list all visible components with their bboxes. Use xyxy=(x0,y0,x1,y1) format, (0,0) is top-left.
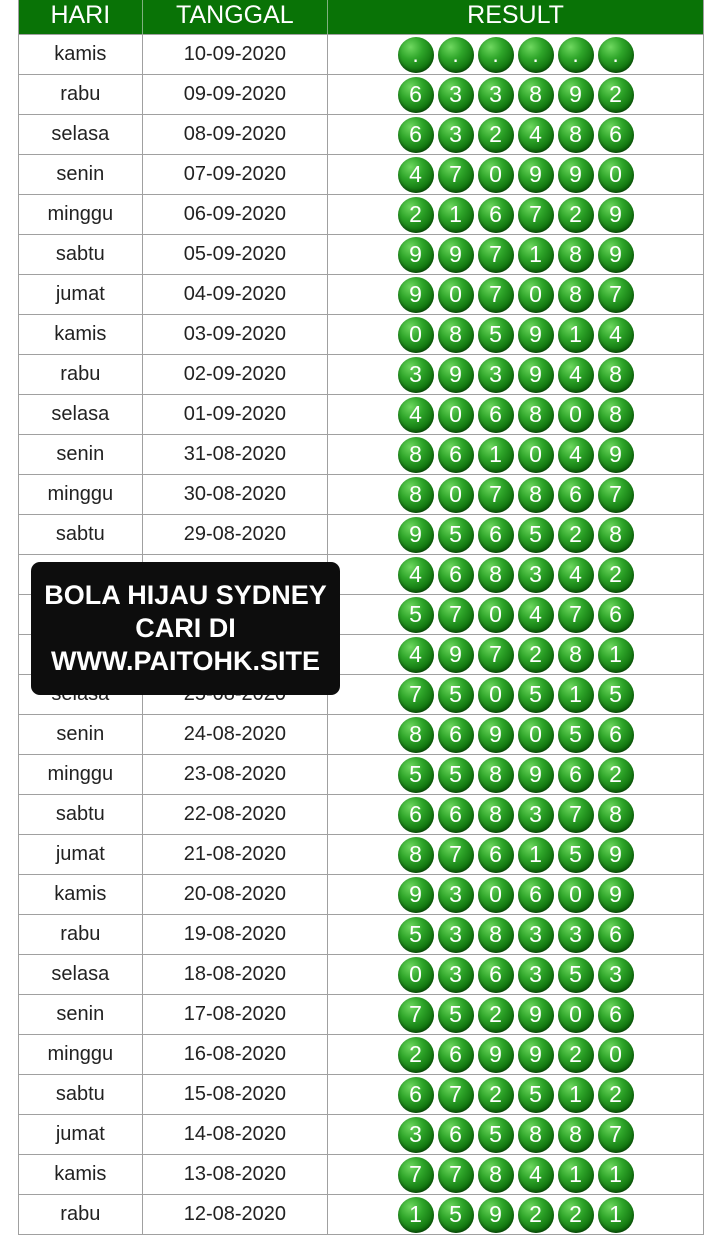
result-ball: 0 xyxy=(558,877,594,913)
result-ball: 6 xyxy=(558,757,594,793)
result-ball: 8 xyxy=(478,917,514,953)
result-ball: 3 xyxy=(518,917,554,953)
cell-hari: rabu xyxy=(19,355,143,394)
result-ball: 4 xyxy=(598,317,634,353)
cell-result xyxy=(328,475,703,514)
cell-result xyxy=(328,355,703,394)
cell-tanggal: 04-09-2020 xyxy=(143,275,328,314)
result-ball: 1 xyxy=(558,677,594,713)
result-ball: 5 xyxy=(398,597,434,633)
cell-hari: sabtu xyxy=(19,1075,143,1114)
result-ball: 2 xyxy=(478,997,514,1033)
result-ball: 6 xyxy=(598,917,634,953)
result-ball: 9 xyxy=(518,357,554,393)
cell-hari: sabtu xyxy=(19,235,143,274)
cell-tanggal: 29-08-2020 xyxy=(143,515,328,554)
cell-hari: minggu xyxy=(19,475,143,514)
watermark-line-1: BOLA HIJAU SYDNEY xyxy=(44,580,327,610)
result-ball: 0 xyxy=(518,437,554,473)
cell-result xyxy=(328,995,703,1034)
cell-result xyxy=(328,555,703,594)
result-ball: 0 xyxy=(598,157,634,193)
cell-result xyxy=(328,675,703,714)
table-row xyxy=(18,1115,704,1155)
cell-hari: rabu xyxy=(19,1195,143,1234)
result-ball: 9 xyxy=(478,1037,514,1073)
result-ball: 8 xyxy=(598,357,634,393)
result-ball: 3 xyxy=(478,357,514,393)
result-ball: 5 xyxy=(438,757,474,793)
watermark-banner xyxy=(31,562,340,695)
result-ball: 0 xyxy=(478,877,514,913)
cell-hari: selasa xyxy=(19,955,143,994)
result-ball: 1 xyxy=(398,1197,434,1233)
result-ball: 8 xyxy=(598,517,634,553)
result-ball: 6 xyxy=(398,117,434,153)
result-ball: 5 xyxy=(398,917,434,953)
result-ball: 8 xyxy=(478,797,514,833)
result-ball: 7 xyxy=(598,1117,634,1153)
cell-tanggal: 07-09-2020 xyxy=(143,155,328,194)
table-row xyxy=(18,515,704,555)
result-ball: 6 xyxy=(398,77,434,113)
cell-hari: kamis xyxy=(19,315,143,354)
result-ball: 8 xyxy=(558,1117,594,1153)
result-ball: 4 xyxy=(558,357,594,393)
result-ball: 8 xyxy=(398,717,434,753)
result-ball: 5 xyxy=(438,1197,474,1233)
result-ball: 6 xyxy=(438,717,474,753)
cell-tanggal: 10-09-2020 xyxy=(143,35,328,74)
result-ball: 8 xyxy=(478,757,514,793)
result-ball: 7 xyxy=(598,277,634,313)
result-ball: 3 xyxy=(518,797,554,833)
cell-hari: sabtu xyxy=(19,515,143,554)
cell-hari: senin xyxy=(19,155,143,194)
result-ball: 7 xyxy=(478,237,514,273)
result-ball: 0 xyxy=(438,477,474,513)
result-ball: 6 xyxy=(438,437,474,473)
cell-result xyxy=(328,595,703,634)
result-ball: 6 xyxy=(438,557,474,593)
result-ball: 1 xyxy=(438,197,474,233)
result-ball: 8 xyxy=(398,437,434,473)
result-ball: 0 xyxy=(478,157,514,193)
result-ball: 5 xyxy=(478,317,514,353)
cell-result xyxy=(328,275,703,314)
result-ball: 4 xyxy=(518,1157,554,1193)
result-ball: 6 xyxy=(478,397,514,433)
cell-tanggal: 19-08-2020 xyxy=(143,915,328,954)
result-ball: 9 xyxy=(598,877,634,913)
result-ball: . xyxy=(598,37,634,73)
table-row xyxy=(18,155,704,195)
cell-tanggal: 14-08-2020 xyxy=(143,1115,328,1154)
result-ball: 9 xyxy=(478,1197,514,1233)
cell-tanggal: 06-09-2020 xyxy=(143,195,328,234)
header-result: RESULT xyxy=(467,1,564,29)
result-ball: 4 xyxy=(398,637,434,673)
result-ball: 0 xyxy=(478,597,514,633)
result-ball: 3 xyxy=(518,557,554,593)
cell-tanggal: 08-09-2020 xyxy=(143,115,328,154)
result-ball: 5 xyxy=(598,677,634,713)
table-row xyxy=(18,1155,704,1195)
cell-result xyxy=(328,915,703,954)
table-row xyxy=(18,475,704,515)
result-ball: 3 xyxy=(478,77,514,113)
cell-result xyxy=(328,715,703,754)
result-ball: 0 xyxy=(598,1037,634,1073)
cell-hari: jumat xyxy=(19,275,143,314)
result-ball: 9 xyxy=(518,757,554,793)
cell-hari: selasa xyxy=(19,395,143,434)
result-ball: 9 xyxy=(518,1037,554,1073)
table-row xyxy=(18,795,704,835)
result-ball: 0 xyxy=(398,957,434,993)
result-ball: 3 xyxy=(518,957,554,993)
cell-hari: senin xyxy=(19,995,143,1034)
cell-tanggal: 22-08-2020 xyxy=(143,795,328,834)
result-ball: 7 xyxy=(558,797,594,833)
cell-hari: minggu xyxy=(19,755,143,794)
result-ball: 7 xyxy=(438,597,474,633)
cell-result xyxy=(328,755,703,794)
cell-tanggal: 30-08-2020 xyxy=(143,475,328,514)
result-ball: 2 xyxy=(518,637,554,673)
result-ball: 4 xyxy=(558,437,594,473)
result-ball: 5 xyxy=(478,1117,514,1153)
result-ball: 9 xyxy=(398,877,434,913)
result-ball: 4 xyxy=(558,557,594,593)
table-row xyxy=(18,235,704,275)
result-ball: 9 xyxy=(518,997,554,1033)
result-ball: 9 xyxy=(438,637,474,673)
cell-hari: minggu xyxy=(19,195,143,234)
result-ball: 8 xyxy=(598,797,634,833)
table-row xyxy=(18,275,704,315)
result-ball: 6 xyxy=(598,117,634,153)
cell-hari: senin xyxy=(19,435,143,474)
cell-tanggal: 02-09-2020 xyxy=(143,355,328,394)
result-ball: 0 xyxy=(558,397,594,433)
result-ball: 3 xyxy=(438,917,474,953)
result-ball: 9 xyxy=(398,517,434,553)
result-ball: 8 xyxy=(478,1157,514,1193)
result-ball: 2 xyxy=(518,1197,554,1233)
cell-hari: minggu xyxy=(19,1035,143,1074)
result-ball: 5 xyxy=(518,517,554,553)
result-ball: 4 xyxy=(398,557,434,593)
table-row xyxy=(18,875,704,915)
result-ball: 9 xyxy=(438,237,474,273)
cell-tanggal: 01-09-2020 xyxy=(143,395,328,434)
result-ball: 5 xyxy=(438,677,474,713)
cell-tanggal: 15-08-2020 xyxy=(143,1075,328,1114)
result-ball: 0 xyxy=(478,677,514,713)
result-ball: 1 xyxy=(478,437,514,473)
cell-result xyxy=(328,1155,703,1194)
table-row xyxy=(18,75,704,115)
result-ball: 1 xyxy=(558,1157,594,1193)
cell-hari: kamis xyxy=(19,875,143,914)
result-ball: 3 xyxy=(438,877,474,913)
result-ball: 0 xyxy=(438,397,474,433)
result-ball: 2 xyxy=(398,1037,434,1073)
result-ball: 8 xyxy=(398,837,434,873)
cell-result xyxy=(328,1075,703,1114)
result-ball: 3 xyxy=(398,1117,434,1153)
table-row xyxy=(18,435,704,475)
result-ball: 0 xyxy=(518,717,554,753)
result-ball: 5 xyxy=(398,757,434,793)
table-row xyxy=(18,195,704,235)
cell-tanggal: 31-08-2020 xyxy=(143,435,328,474)
result-ball: 8 xyxy=(598,397,634,433)
cell-result xyxy=(328,195,703,234)
result-ball: 3 xyxy=(438,117,474,153)
result-ball: 9 xyxy=(558,157,594,193)
result-ball: 4 xyxy=(398,397,434,433)
result-ball: 6 xyxy=(398,797,434,833)
cell-result xyxy=(328,115,703,154)
result-ball: 6 xyxy=(438,1117,474,1153)
result-ball: 2 xyxy=(598,757,634,793)
cell-result xyxy=(328,235,703,274)
result-ball: 6 xyxy=(478,837,514,873)
result-ball: 9 xyxy=(478,717,514,753)
cell-result xyxy=(328,875,703,914)
result-ball: 1 xyxy=(598,1157,634,1193)
cell-result xyxy=(328,955,703,994)
result-ball: 1 xyxy=(598,637,634,673)
table-row xyxy=(18,715,704,755)
result-ball: 6 xyxy=(478,957,514,993)
result-ball: 8 xyxy=(558,277,594,313)
cell-tanggal: 12-08-2020 xyxy=(143,1195,328,1234)
cell-hari: rabu xyxy=(19,75,143,114)
table-row xyxy=(18,995,704,1035)
result-ball: 5 xyxy=(438,997,474,1033)
cell-hari: kamis xyxy=(19,1155,143,1194)
result-ball: 7 xyxy=(598,477,634,513)
result-ball: 3 xyxy=(558,917,594,953)
result-ball: . xyxy=(518,37,554,73)
cell-hari: rabu xyxy=(19,915,143,954)
result-ball: 8 xyxy=(478,557,514,593)
result-ball: 9 xyxy=(598,197,634,233)
result-ball: 9 xyxy=(518,317,554,353)
result-ball: 7 xyxy=(438,1077,474,1113)
result-ball: 7 xyxy=(438,157,474,193)
result-ball: 6 xyxy=(558,477,594,513)
result-ball: 2 xyxy=(598,1077,634,1113)
cell-hari: selasa xyxy=(19,115,143,154)
cell-result xyxy=(328,835,703,874)
cell-hari: sabtu xyxy=(19,795,143,834)
result-ball: 1 xyxy=(598,1197,634,1233)
result-ball: 7 xyxy=(558,597,594,633)
table-row xyxy=(18,115,704,155)
result-ball: 7 xyxy=(478,477,514,513)
cell-tanggal: 03-09-2020 xyxy=(143,315,328,354)
result-ball: 7 xyxy=(478,277,514,313)
result-ball: 8 xyxy=(558,237,594,273)
table-row xyxy=(18,1075,704,1115)
result-ball: 7 xyxy=(398,1157,434,1193)
cell-result xyxy=(328,1035,703,1074)
result-ball: 9 xyxy=(558,77,594,113)
result-ball: 5 xyxy=(518,677,554,713)
cell-tanggal: 13-08-2020 xyxy=(143,1155,328,1194)
result-ball: 1 xyxy=(518,837,554,873)
result-ball: 6 xyxy=(438,1037,474,1073)
table-row xyxy=(18,1035,704,1075)
cell-result xyxy=(328,1115,703,1154)
watermark-line-2: CARI DI xyxy=(135,613,236,643)
table-row xyxy=(18,955,704,995)
table-row xyxy=(18,1195,704,1235)
result-ball: 8 xyxy=(518,397,554,433)
result-ball: 9 xyxy=(598,437,634,473)
cell-result xyxy=(328,635,703,674)
table-row xyxy=(18,395,704,435)
cell-tanggal: 17-08-2020 xyxy=(143,995,328,1034)
result-ball: 5 xyxy=(558,837,594,873)
result-ball: . xyxy=(438,37,474,73)
result-ball: 6 xyxy=(518,877,554,913)
result-ball: 3 xyxy=(438,957,474,993)
result-ball: 0 xyxy=(518,277,554,313)
table-row xyxy=(18,915,704,955)
result-ball: 3 xyxy=(438,77,474,113)
result-ball: 7 xyxy=(438,1157,474,1193)
result-ball: 2 xyxy=(558,1037,594,1073)
result-ball: 9 xyxy=(398,277,434,313)
result-ball: 1 xyxy=(518,237,554,273)
table-row xyxy=(18,315,704,355)
result-ball: . xyxy=(558,37,594,73)
result-ball: 2 xyxy=(558,1197,594,1233)
result-ball: 4 xyxy=(398,157,434,193)
result-ball: 0 xyxy=(398,317,434,353)
cell-result xyxy=(328,75,703,114)
header-tanggal: TANGGAL xyxy=(143,0,328,34)
result-ball: 7 xyxy=(478,637,514,673)
result-ball: 1 xyxy=(558,1077,594,1113)
cell-tanggal: 16-08-2020 xyxy=(143,1035,328,1074)
cell-result xyxy=(328,515,703,554)
watermark-line-3: WWW.PAITOHK.SITE xyxy=(51,646,320,676)
result-ball: 3 xyxy=(398,357,434,393)
result-ball: 1 xyxy=(558,317,594,353)
table-header xyxy=(18,0,704,35)
result-ball: 7 xyxy=(518,197,554,233)
result-ball: 9 xyxy=(398,237,434,273)
result-ball: 8 xyxy=(518,1117,554,1153)
result-ball: 8 xyxy=(558,637,594,673)
result-ball: 5 xyxy=(558,717,594,753)
table-row xyxy=(18,835,704,875)
cell-tanggal: 24-08-2020 xyxy=(143,715,328,754)
cell-result xyxy=(328,315,703,354)
cell-hari: jumat xyxy=(19,835,143,874)
result-ball: 6 xyxy=(398,1077,434,1113)
table-row xyxy=(18,755,704,795)
cell-result xyxy=(328,435,703,474)
result-ball: 9 xyxy=(598,237,634,273)
cell-tanggal: 20-08-2020 xyxy=(143,875,328,914)
cell-result xyxy=(328,35,703,74)
result-ball: 6 xyxy=(438,797,474,833)
cell-result xyxy=(328,395,703,434)
result-ball: 4 xyxy=(518,117,554,153)
result-ball: 9 xyxy=(438,357,474,393)
cell-tanggal: 23-08-2020 xyxy=(143,755,328,794)
cell-result xyxy=(328,795,703,834)
result-ball: 2 xyxy=(598,77,634,113)
result-ball: 5 xyxy=(518,1077,554,1113)
cell-hari: senin xyxy=(19,715,143,754)
cell-hari: kamis xyxy=(19,35,143,74)
result-ball: 2 xyxy=(558,197,594,233)
result-ball: . xyxy=(478,37,514,73)
header-hari: HARI xyxy=(19,0,143,34)
result-ball: 0 xyxy=(438,277,474,313)
result-ball: 8 xyxy=(518,477,554,513)
result-ball: 6 xyxy=(598,717,634,753)
result-ball: 8 xyxy=(398,477,434,513)
cell-tanggal: 18-08-2020 xyxy=(143,955,328,994)
result-ball: 8 xyxy=(558,117,594,153)
result-ball: 4 xyxy=(518,597,554,633)
result-ball: 7 xyxy=(398,997,434,1033)
result-ball: 2 xyxy=(478,117,514,153)
result-ball: 9 xyxy=(518,157,554,193)
result-ball: 0 xyxy=(558,997,594,1033)
result-ball: 7 xyxy=(438,837,474,873)
result-ball: 6 xyxy=(478,197,514,233)
table-row xyxy=(18,355,704,395)
table-row xyxy=(18,35,704,75)
result-ball: 5 xyxy=(558,957,594,993)
result-ball: 3 xyxy=(598,957,634,993)
result-ball: 8 xyxy=(438,317,474,353)
result-ball: 2 xyxy=(558,517,594,553)
cell-result xyxy=(328,1195,703,1234)
result-ball: 2 xyxy=(478,1077,514,1113)
cell-tanggal: 21-08-2020 xyxy=(143,835,328,874)
result-ball: 6 xyxy=(478,517,514,553)
cell-tanggal: 09-09-2020 xyxy=(143,75,328,114)
result-ball: 9 xyxy=(598,837,634,873)
result-ball: 8 xyxy=(518,77,554,113)
result-ball: 2 xyxy=(598,557,634,593)
result-ball: 7 xyxy=(398,677,434,713)
result-ball: . xyxy=(398,37,434,73)
result-ball: 6 xyxy=(598,997,634,1033)
result-ball: 5 xyxy=(438,517,474,553)
result-ball: 6 xyxy=(598,597,634,633)
cell-hari: jumat xyxy=(19,1115,143,1154)
cell-result xyxy=(328,155,703,194)
result-ball: 2 xyxy=(398,197,434,233)
cell-tanggal: 05-09-2020 xyxy=(143,235,328,274)
